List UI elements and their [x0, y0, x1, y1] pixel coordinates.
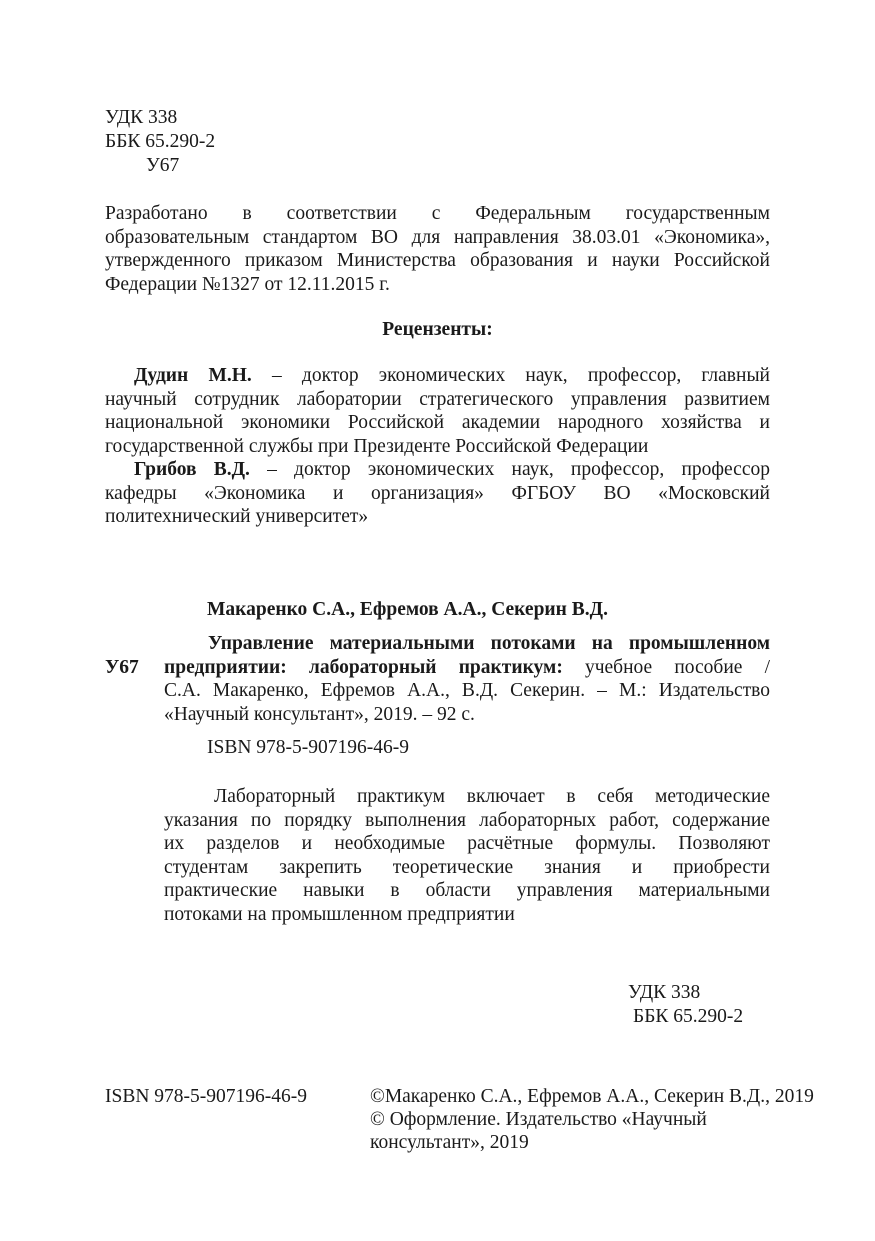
- reviewer-2: [105, 458, 770, 529]
- reviewer-1-line-4: государственной службы при Президенте Российской Федерации: [105, 435, 649, 457]
- reviewer-2-line-3: политехнический университет»: [105, 506, 369, 527]
- reviewer-1-first-rest: – доктор экономических наук, профессор, главный: [251, 365, 770, 386]
- book-authors: Макаренко С.А., Ефремов А.А., Секерин В.Д.: [207, 599, 608, 620]
- abstract-line-1: Лабораторный практикум включает в себя методические: [214, 786, 770, 807]
- author-mark-top: У67: [146, 155, 180, 176]
- copyright-publisher: консультант», 2019: [370, 1132, 529, 1153]
- developed-line-2: образовательным стандартом ВО для направления 38.03.01 «Экономика»,: [105, 226, 770, 248]
- reviewer-1-first-line: [105, 364, 770, 388]
- bbk-top: ББК 65.290-2: [105, 131, 216, 152]
- developed-line-1: Разработано в соответствии с Федеральным государственным: [105, 203, 770, 224]
- abstract-line-3: их разделов и необходимые расчётные формулы. Позволяют: [164, 833, 770, 854]
- book-title-line-2: [164, 656, 770, 680]
- reviewer-2-first-rest: – доктор экономических наук, профессор, профессор: [249, 459, 770, 480]
- book-mark: У67: [105, 657, 139, 678]
- developed-line-3: утвержденного приказом Министерства образования и науки Российской: [105, 250, 770, 271]
- abstract-paragraph: [164, 785, 770, 926]
- book-title-bold: предприятии: лабораторный практикум:: [164, 656, 563, 678]
- reviewer-1-name: Дудин М.Н.: [134, 365, 252, 386]
- reviewer-2-name: Грибов В.Д.: [134, 459, 250, 480]
- reviewer-1-line-2: научный сотрудник лаборатории стратегического управления развитием: [105, 388, 770, 410]
- book-line-4: «Научный консультант», 2019. – 92 с.: [164, 703, 475, 725]
- reviewer-1: [105, 364, 770, 458]
- footer-isbn: ISBN 978-5-907196-46-9: [105, 1086, 308, 1107]
- reviewer-2-first-line: [105, 458, 770, 482]
- book-isbn: ISBN 978-5-907196-46-9: [207, 737, 410, 758]
- book-line-3: С.А. Макаренко, Ефремов А.А., В.Д. Секерин. – М.: Издательство: [164, 680, 770, 701]
- reviewer-1-line-3: национальной экономики Российской академии народного хозяйства и: [105, 412, 770, 433]
- abstract-line-5: практические навыки в области управления материальными: [164, 880, 770, 901]
- reviewer-2-line-2: кафедры «Экономика и организация» ФГБОУ ВО «Московский: [105, 482, 770, 504]
- abstract-line-4: студентам закрепить теоретические знания и приобрести: [164, 856, 770, 878]
- book-description: [164, 632, 770, 726]
- bbk-bottom: ББК 65.290-2: [633, 1006, 744, 1027]
- developed-line-4: Федерации №1327 от 12.11.2015 г.: [105, 273, 390, 295]
- developed-paragraph: [105, 202, 770, 296]
- udk-bottom: УДК 338: [628, 982, 701, 1003]
- book-title-line-1: Управление материальными потоками на промышленном: [208, 633, 770, 654]
- copyright-authors: ©Макаренко С.А., Ефремов А.А., Секерин В.Д., 2019: [370, 1086, 814, 1107]
- abstract-line-2: указания по порядку выполнения лабораторных работ, содержание: [164, 809, 770, 831]
- copyright-design: © Оформление. Издательство «Научный: [370, 1109, 707, 1130]
- abstract-line-6: потоками на промышленном предприятии: [164, 903, 515, 925]
- book-title-rest: учебное пособие /: [562, 656, 770, 678]
- udk-top: УДК 338: [105, 107, 178, 128]
- reviewers-heading: Рецензенты:: [382, 319, 493, 340]
